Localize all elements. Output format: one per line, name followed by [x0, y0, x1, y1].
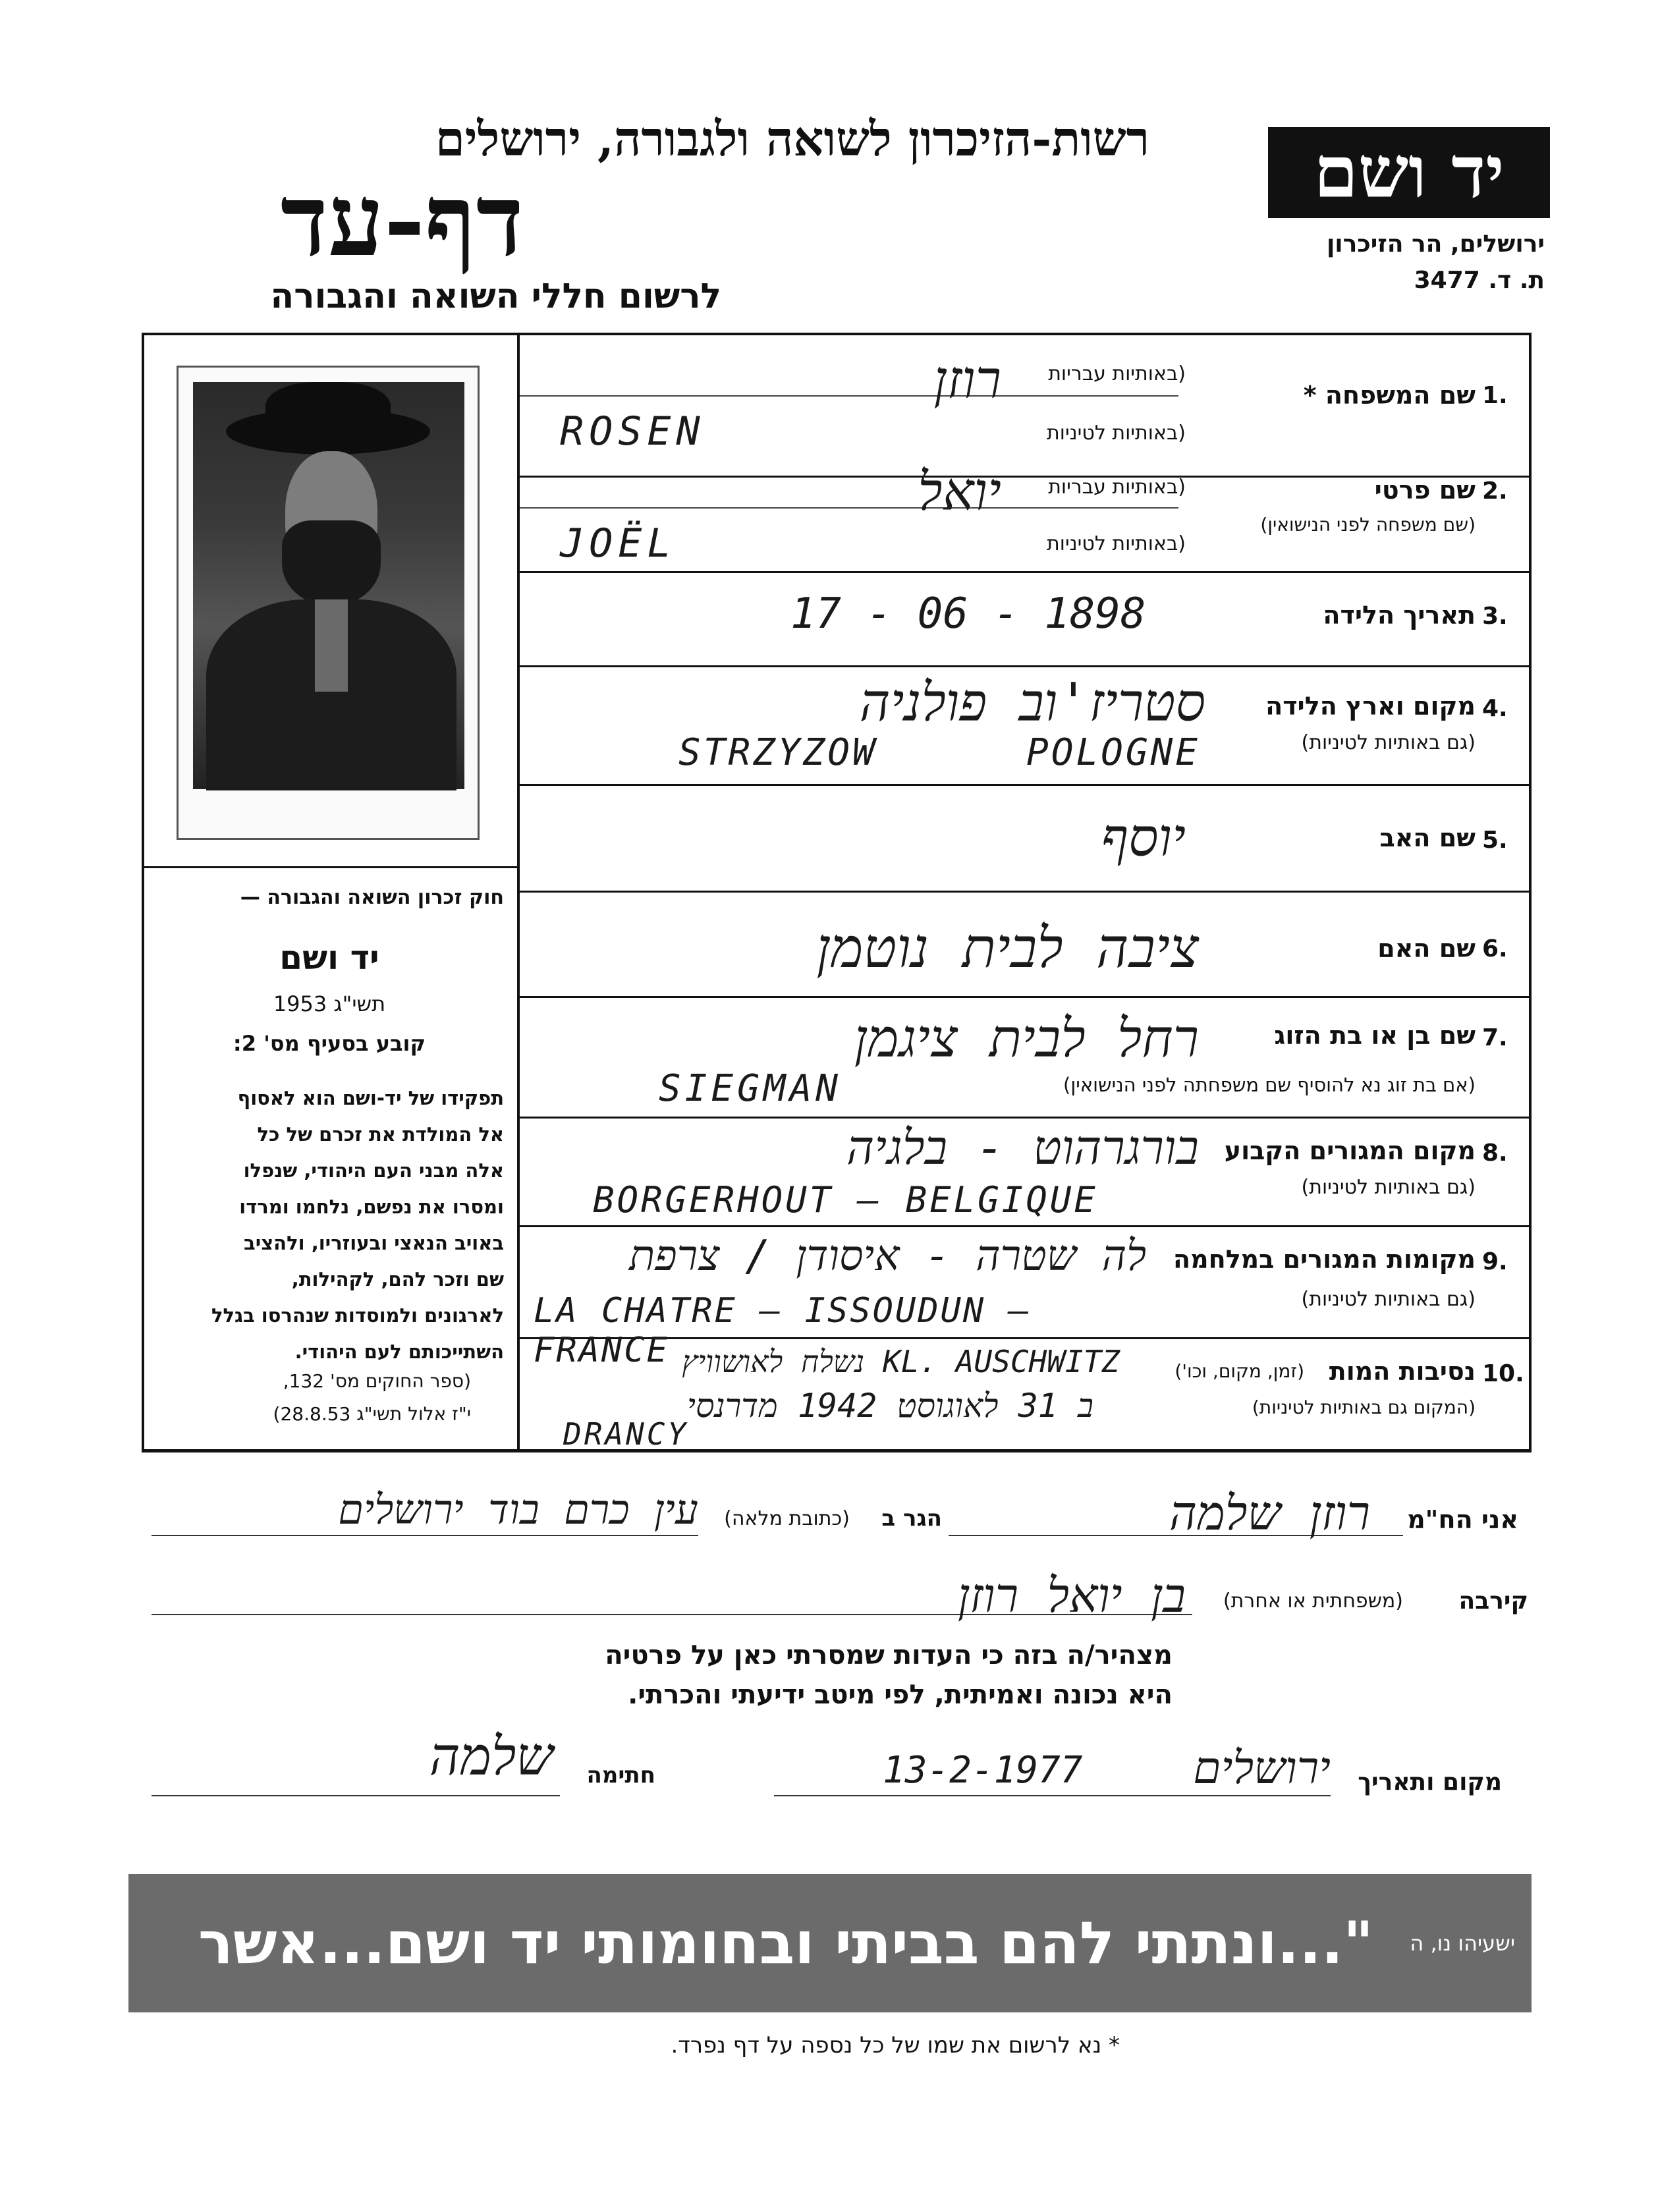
field-3-label: תאריך הלידה	[1323, 601, 1476, 630]
field-4-note: (גם באותיות לטיניות)	[1301, 731, 1476, 754]
field-3-number: 3.	[1482, 603, 1508, 630]
law-line: ומסרו את נפשם, נלחמו ומרדו	[239, 1196, 504, 1218]
law-source-2: י"ז אלול תשי"ג 28.8.53)	[273, 1403, 471, 1425]
law-line: אל המולדת את זכרם של כל	[257, 1123, 504, 1146]
field-9-number: 9.	[1482, 1248, 1508, 1275]
statement-line-1: מצהיר/ה בזה כי העדות שמסרתי כאן על פרטיה	[605, 1640, 1173, 1671]
law-source-1: (ספר החוקים מס' 132,	[283, 1370, 471, 1392]
declarant-label: אני הח"מ	[1407, 1505, 1518, 1534]
field-8-label: מקום המגורים הקבוע	[1224, 1136, 1476, 1165]
field-7-label: שם בן או בת הזוג	[1274, 1021, 1476, 1050]
signature[interactable]: שלמה	[429, 1726, 553, 1787]
place-value[interactable]: ירושלים	[1193, 1742, 1331, 1794]
permanent-residence-latin[interactable]: BORGERHOUT – BELGIQUE	[593, 1179, 1098, 1221]
field-5-number: 5.	[1482, 827, 1508, 854]
law-line: השתייכותם לעם היהודי.	[294, 1341, 504, 1363]
field-10-note: (המקום גם באותיות לטיניות)	[1252, 1396, 1476, 1418]
banner-quote: "...ונתתי להם בביתי ובחומותי יד ושם...אשר לא יכרת"	[198, 1909, 1373, 2115]
field-10-number: 10.	[1482, 1360, 1524, 1387]
field-7-note: (אם בת זוג נא להוסיף שם משפחתה לפני הנישואין)	[1063, 1074, 1476, 1096]
field-2-hint-latin: (באותיות לטיניות	[1047, 532, 1186, 555]
photo-frame	[177, 366, 480, 840]
family-name-hebrew[interactable]: רוזן	[933, 349, 1001, 410]
field-7-number: 7.	[1482, 1024, 1508, 1051]
address-line-2: ת. ד. 3477	[1414, 267, 1545, 294]
field-1-label: שם המשפחה *	[1303, 381, 1476, 410]
law-section: קובע בסעיף מס' 2:	[233, 1031, 426, 1056]
place-date-label: מקום ותאריך	[1358, 1769, 1502, 1796]
logo-text: יד ושם	[1313, 131, 1505, 214]
law-line: לארגונים ולמוסדות שנהרסו בגלל	[211, 1304, 504, 1327]
authority-title: רשות-הזיכרון לשואה ולגבורה, ירושלים	[435, 111, 1149, 167]
declarant-name[interactable]: רוזן שלמה	[1169, 1485, 1370, 1541]
field-4-number: 4.	[1482, 695, 1508, 722]
field-2-number: 2.	[1482, 478, 1508, 505]
field-8-note: (גם באותיות לטיניות)	[1301, 1176, 1476, 1199]
wartime-residence-latin[interactable]: LA CHATRE – ISSOUDUN – FRANCE	[534, 1291, 1031, 1370]
law-line: אלה מבני העם היהודי, שנפלו	[243, 1159, 504, 1182]
field-2-hint-hebrew: (באותיות עבריות	[1048, 476, 1186, 499]
footnote: * נא לרשום את שמו של כל נספה על דף נפרד.	[671, 2032, 1120, 2059]
field-10-hint: (זמן, מקום, וכו')	[1174, 1360, 1304, 1382]
relation-value[interactable]: בן יואל רוזן	[957, 1568, 1186, 1623]
death-place-latin[interactable]: DRANCY	[563, 1416, 689, 1452]
law-yad-vashem: יד ושם	[279, 939, 379, 977]
field-6-label: שם האם	[1377, 934, 1476, 963]
address-line-1: ירושלים, הר הזיכרון	[1326, 231, 1545, 258]
law-line: תפקידו של יד-ושם הוא לאסוף	[237, 1087, 504, 1109]
field-9-label: מקומות המגורים במלחמה	[1173, 1245, 1476, 1274]
portrait-photo	[193, 382, 464, 789]
relation-hint: (משפחתית או אחרת)	[1223, 1590, 1403, 1613]
relation-label: קירבה	[1458, 1588, 1528, 1615]
banner-source: ישעיהו נו, ה	[1410, 1931, 1515, 1956]
spouse-name-hebrew[interactable]: רחל לבית ציגמן	[854, 1008, 1199, 1069]
death-circumstances-line-1[interactable]: KL. AUSCHWITZ נשלח לאושוויץ	[682, 1344, 1120, 1379]
statement-line-2: היא נכונה ואמיתית, לפי מיטב ידיעתי והכרתי.	[628, 1680, 1173, 1710]
permanent-residence-hebrew[interactable]: בורגרהוט - בלגיה	[846, 1120, 1199, 1175]
birthplace-latin[interactable]: STRZYZOW POLOGNE	[678, 731, 1201, 774]
field-9-note: (גם באותיות לטיניות)	[1301, 1288, 1476, 1311]
law-title: חוק זכרון השואה והגבורה —	[240, 886, 504, 909]
field-1-number: 1.	[1482, 382, 1508, 409]
spouse-name-latin[interactable]: SIEGMAN	[659, 1067, 843, 1110]
birthplace-hebrew[interactable]: סטריז'וב פולניה	[859, 672, 1205, 733]
field-2-label: שם פרטי	[1374, 476, 1476, 505]
family-name-latin[interactable]: ROSEN	[560, 408, 705, 455]
law-line: באויב הנאצי ובעוזריו, ולהציב	[244, 1232, 504, 1254]
field-5-label: שם האב	[1379, 823, 1476, 852]
mother-name[interactable]: ציבה לבית נוטמן	[816, 916, 1199, 980]
father-name[interactable]: יוסף	[1101, 807, 1186, 868]
field-6-number: 6.	[1482, 935, 1508, 962]
yad-vashem-logo	[1268, 127, 1550, 218]
field-2-note: (שם משפחה לפני הנישואין)	[1260, 514, 1476, 536]
law-line: שם וזכר להם, לקהילות,	[291, 1268, 504, 1290]
birth-date[interactable]: 17 - 06 - 1898	[790, 590, 1146, 638]
first-name-hebrew[interactable]: יואל	[918, 461, 1001, 522]
form-title: דף-עד	[280, 163, 524, 279]
resides-label: הגר ב	[881, 1505, 942, 1532]
declarant-address[interactable]: עין כרם בוד ירושלים	[338, 1485, 698, 1534]
field-10-label: נסיבות המות	[1329, 1357, 1476, 1386]
wartime-residence-hebrew[interactable]: לה שטרה - איסודן / צרפת	[629, 1232, 1146, 1281]
address-hint: (כתובת מלאה)	[724, 1507, 850, 1530]
first-name-latin[interactable]: JOËL	[560, 520, 677, 567]
law-paragraph	[155, 1080, 504, 1370]
death-circumstances-line-2[interactable]: ב 31 לאוגוסט 1942 מדרנסי	[686, 1387, 1093, 1425]
signature-label: חתימה	[586, 1762, 655, 1788]
field-1-hint-hebrew: (באותיות עבריות	[1048, 362, 1186, 385]
field-8-number: 8.	[1482, 1140, 1508, 1167]
form-subtitle: לרשום חללי השואה והגבורה	[270, 277, 721, 316]
field-4-label: מקום וארץ הלידה	[1265, 692, 1476, 721]
law-year: תשי"ג 1953	[273, 991, 386, 1016]
date-value[interactable]: 13-2-1977	[883, 1749, 1083, 1792]
field-1-hint-latin: (באותיות לטיניות	[1047, 422, 1186, 445]
